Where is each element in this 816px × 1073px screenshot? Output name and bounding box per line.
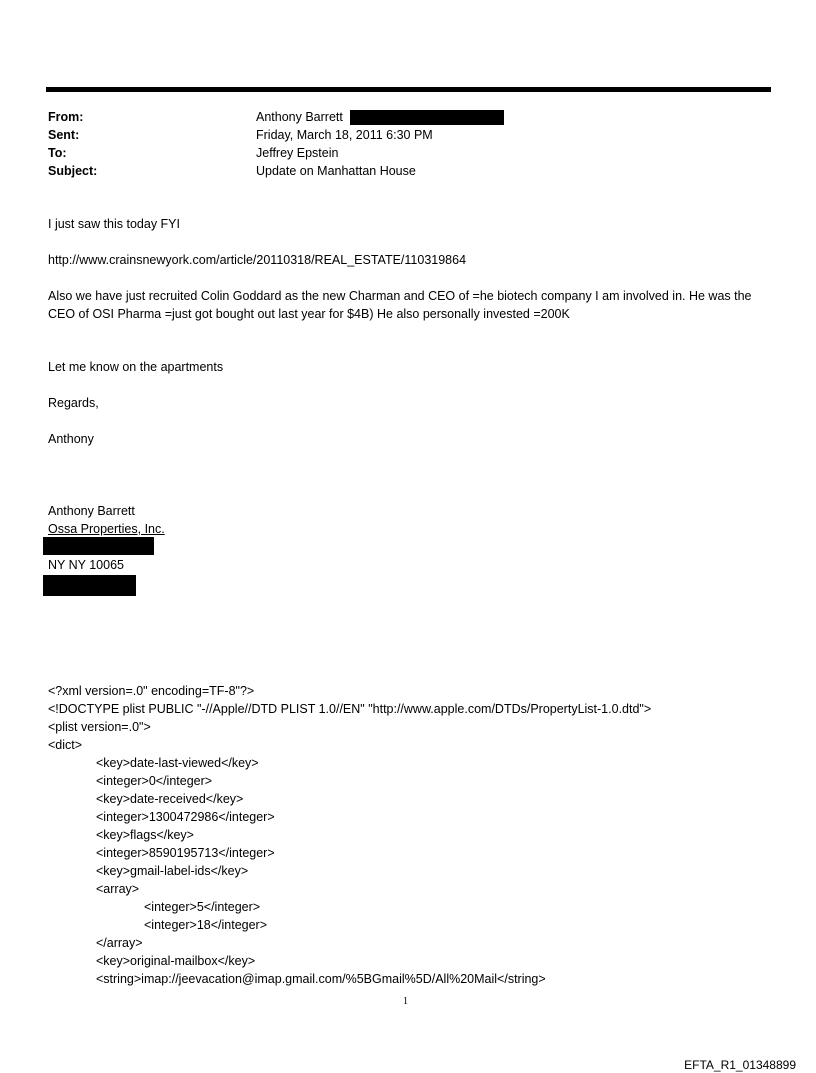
from-label: From: bbox=[48, 110, 84, 124]
body-link[interactable]: http://www.crainsnewyork.com/article/20110318/REAL_ESTATE/110319864 bbox=[48, 253, 467, 267]
xml-line: </array> bbox=[96, 936, 143, 950]
page-number: 1 bbox=[403, 996, 408, 1007]
xml-line: <integer>1300472986</integer> bbox=[96, 810, 275, 824]
from-value: Anthony Barrett bbox=[256, 110, 343, 124]
subject-label: Subject: bbox=[48, 164, 98, 178]
xml-line: <key>date-received</key> bbox=[96, 792, 244, 806]
redaction-box bbox=[43, 537, 154, 555]
sent-row bbox=[48, 126, 504, 144]
redaction-box bbox=[43, 575, 136, 596]
to-value: Jeffrey Epstein bbox=[256, 146, 339, 160]
xml-line: <key>flags</key> bbox=[96, 828, 194, 842]
xml-line: <integer>8590195713</integer> bbox=[96, 846, 275, 860]
body-name: Anthony bbox=[48, 432, 94, 446]
xml-line: <integer>18</integer> bbox=[144, 918, 268, 932]
signature-name: Anthony Barrett bbox=[48, 504, 135, 518]
redaction-box bbox=[350, 110, 504, 125]
xml-line: <array> bbox=[96, 882, 140, 896]
xml-line: <string>imap://jeevacation@imap.gmail.com/%5BGmail%5D/All%20Mail</string> bbox=[96, 972, 546, 986]
xml-line: <?xml version=.0" encoding=TF-8"?> bbox=[48, 684, 255, 698]
signature-city: NY NY 10065 bbox=[48, 558, 124, 572]
plist-xml bbox=[48, 682, 651, 988]
to-label: To: bbox=[48, 146, 67, 160]
signature bbox=[48, 502, 165, 538]
body-regards: Regards, bbox=[48, 396, 99, 410]
body-paragraph: Also we have just recruited Colin Goddard as the new Charman and CEO of =he biotech company I am involved in. He was the CEO of OSI Pharma =just got bought out last year for $4B) He also personally invested =200K bbox=[48, 289, 752, 321]
xml-line: <dict> bbox=[48, 738, 83, 752]
from-row bbox=[48, 108, 504, 126]
sent-value: Friday, March 18, 2011 6:30 PM bbox=[256, 128, 433, 142]
body-line-fyi: I just saw this today FYI bbox=[48, 217, 180, 231]
xml-line: <integer>0</integer> bbox=[96, 774, 213, 788]
xml-line: <integer>5</integer> bbox=[144, 900, 261, 914]
subject-row bbox=[48, 162, 504, 180]
xml-line: <key>date-last-viewed</key> bbox=[96, 756, 259, 770]
xml-line: <plist version=.0"> bbox=[48, 720, 151, 734]
document-id: EFTA_R1_01348899 bbox=[684, 1058, 796, 1072]
xml-line: <key>original-mailbox</key> bbox=[96, 954, 256, 968]
email-header bbox=[48, 108, 504, 180]
xml-line: <key>gmail-label-ids</key> bbox=[96, 864, 249, 878]
body-line-apartments: Let me know on the apartments bbox=[48, 360, 224, 374]
xml-line: <!DOCTYPE plist PUBLIC "-//Apple//DTD PLIST 1.0//EN" "http://www.apple.com/DTDs/PropertyList-1.0.dtd"> bbox=[48, 702, 652, 716]
sent-label: Sent: bbox=[48, 128, 80, 142]
subject-value: Update on Manhattan House bbox=[256, 164, 416, 178]
header-rule bbox=[46, 87, 771, 92]
signature-company: Ossa Properties, Inc. bbox=[48, 522, 165, 536]
to-row bbox=[48, 144, 504, 162]
